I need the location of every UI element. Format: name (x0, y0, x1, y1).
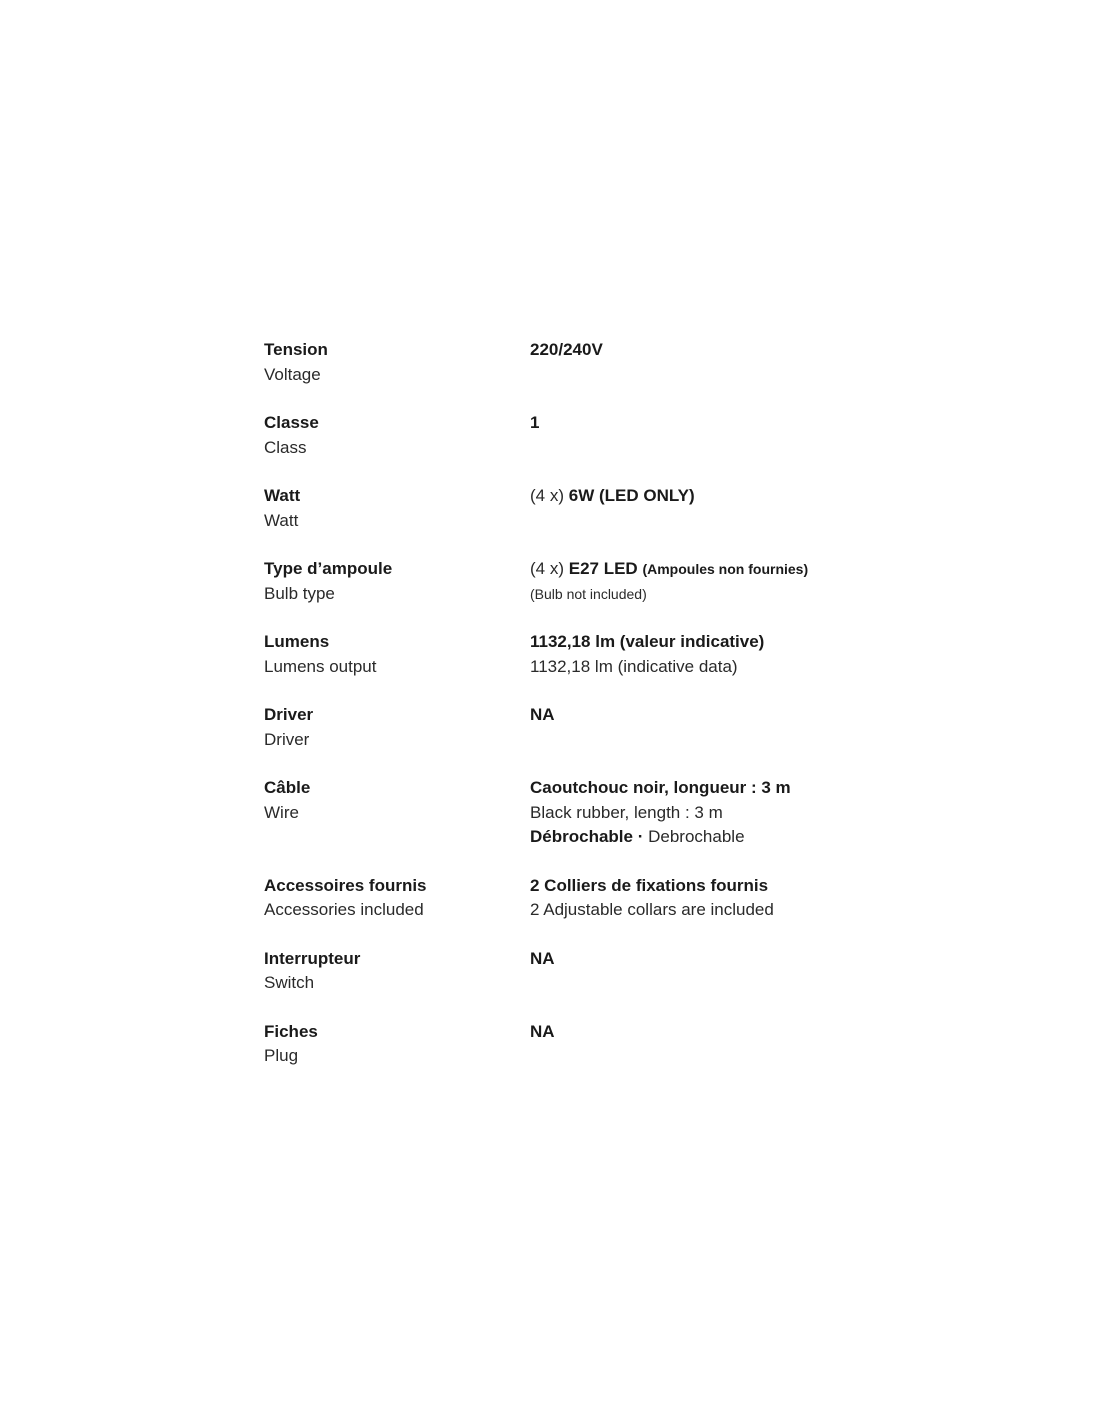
spec-value (530, 776, 864, 850)
spec-label (264, 338, 530, 387)
spec-label (264, 776, 530, 850)
detach-en: Debrochable (648, 827, 745, 846)
spec-sheet (264, 338, 864, 1069)
value-fr: 1132,18 lm (valeur indicative) (530, 632, 765, 651)
value-fr: 2 Colliers de fixations fournis (530, 875, 769, 895)
value-bold: 6W (LED ONLY) (568, 486, 695, 505)
label-en: Plug (264, 1046, 299, 1065)
value-note-fr: (Ampoules non fournies) (642, 561, 809, 577)
label-en: Voltage (264, 364, 321, 384)
detach-fr: Débrochable (530, 827, 633, 846)
label-en: Class (264, 437, 307, 457)
value-line (530, 557, 864, 582)
value: NA (530, 948, 555, 968)
spec-label (264, 630, 530, 679)
spec-row-switch (264, 947, 864, 996)
spec-row-classe (264, 411, 864, 460)
value-fr: Caoutchouc noir, longueur : 3 m (530, 778, 791, 797)
spec-label (264, 411, 530, 460)
label-fr: Câble (264, 778, 311, 797)
label-fr: Lumens (264, 632, 330, 651)
value-en: Black rubber, length : 3 m (530, 802, 723, 822)
spec-label (264, 947, 530, 996)
value-prefix: (4 x) (530, 486, 564, 505)
label-fr: Tension (264, 340, 328, 359)
spec-value (530, 411, 864, 460)
spec-row-accessories (264, 874, 864, 923)
label-en: Switch (264, 973, 315, 992)
spec-value (530, 703, 864, 752)
spec-row-plug (264, 1020, 864, 1069)
label-en: Lumens output (264, 656, 377, 676)
value: 220/240V (530, 340, 603, 359)
spec-value (530, 338, 864, 387)
detach-line (530, 825, 864, 850)
label-en: Watt (264, 510, 299, 530)
value-note-en: (Bulb not included) (530, 585, 647, 602)
detach-sep: · (637, 827, 644, 846)
spec-row-bulb (264, 557, 864, 606)
spec-label (264, 484, 530, 533)
label-fr: Interrupteur (264, 948, 361, 968)
value: NA (530, 705, 555, 724)
value-prefix: (4 x) (530, 559, 564, 578)
spec-label (264, 1020, 530, 1069)
label-fr: Watt (264, 486, 301, 505)
label-fr: Fiches (264, 1021, 318, 1041)
label-en: Accessories included (264, 900, 424, 919)
spec-label (264, 557, 530, 606)
spec-value (530, 557, 864, 606)
spec-value (530, 947, 864, 996)
label-fr: Accessoires fournis (264, 875, 427, 895)
value-line (530, 484, 864, 509)
spec-label (264, 874, 530, 923)
value-en: 1132,18 lm (indicative data) (530, 656, 738, 676)
spec-row-driver (264, 703, 864, 752)
spec-value (530, 484, 864, 533)
spec-row-cable (264, 776, 864, 850)
value-en: 2 Adjustable collars are included (530, 900, 774, 919)
label-en: Driver (264, 729, 310, 749)
label-fr: Driver (264, 705, 314, 724)
spec-value (530, 874, 864, 923)
spec-row-watt (264, 484, 864, 533)
spec-row-lumens (264, 630, 864, 679)
label-en: Bulb type (264, 583, 335, 603)
value-bold: E27 LED (568, 559, 638, 578)
label-fr: Classe (264, 413, 319, 432)
spec-row-tension (264, 338, 864, 387)
label-en: Wire (264, 802, 299, 822)
spec-value (530, 1020, 864, 1069)
spec-label (264, 703, 530, 752)
value: NA (530, 1021, 555, 1041)
value: 1 (530, 413, 540, 432)
label-fr: Type d’ampoule (264, 559, 393, 578)
spec-value (530, 630, 864, 679)
